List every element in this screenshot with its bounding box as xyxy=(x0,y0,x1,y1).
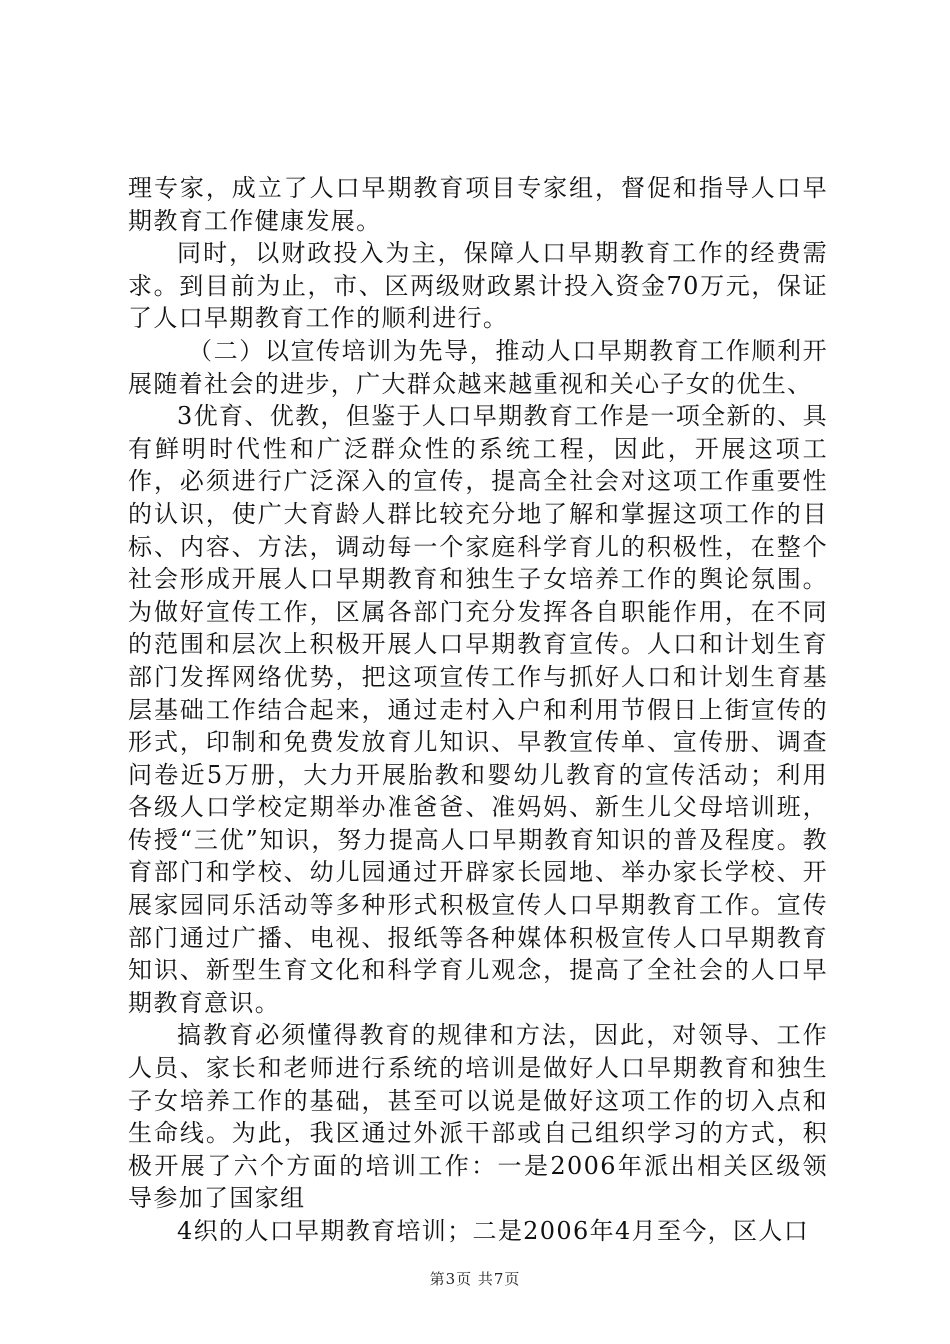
paragraph-6: 4织的人口早期教育培训；二是2006年4月至今，区人口 xyxy=(177,1217,810,1245)
page-number-footer: 第3页 共7页 xyxy=(429,1270,521,1288)
paragraph-5: 搞教育必须懂得教育的规律和方法，因此，对领导、工作人员、家长和老师进行系统的培训是做好人口早期教育和独生子女培养工作的基础，甚至可以说是做好这项工作的切入点和生命线。为此，我区通过外派干部或自己组织学习的方式，积极开展了六个方面的培训工作：一是2006年派出相关区级领导参加了国家组 xyxy=(128,1021,828,1213)
paragraph-3: （二）以宣传培训为先导，推动人口早期教育工作顺利开展随着社会的进步，广大群众越来越重视和关心子女的优生、 xyxy=(128,336,828,398)
paragraph-2: 同时，以财政投入为主，保障人口早期教育工作的经费需求。到目前为止，市、区两级财政累计投入资金70万元，保证了人口早期教育工作的顺利进行。 xyxy=(128,239,828,333)
document-body xyxy=(128,172,828,1248)
paragraph-4: 3优育、优教，但鉴于人口早期教育工作是一项全新的、具有鲜明时代性和广泛群众性的系统工程，因此，开展这项工作，必须进行广泛深入的宣传，提高全社会对这项工作重要性的认识，使广大育龄人群比较充分地了解和掌握这项工作的目标、内容、方法，调动每一个家庭科学育儿的积极性，在整个社会形成开展人口早期教育和独生子女培养工作的舆论氛围。为做好宣传工作，区属各部门充分发挥各自职能作用，在不同的范围和层次上积极开展人口早期教育宣传。人口和计划生育部门发挥网络优势，把这项宣传工作与抓好人口和计划生育基层基础工作结合起来，通过走村入户和利用节假日上街宣传的形式，印制和免费发放育儿知识、早教宣传单、宣传册、调查问卷近5万册，大力开展胎教和婴幼儿教育的宣传活动；利用各级人口学校定期举办准爸爸、准妈妈、新生儿父母培训班，传授“三优”知识，努力提高人口早期教育知识的普及程度。教育部门和学校、幼儿园通过开辟家长园地、举办家长学校、开展家园同乐活动等多种形式积极宣传人口早期教育工作。宣传部门通过广播、电视、报纸等各种媒体积极宣传人口早期教育知识、新型生育文化和科学育儿观念，提高了全社会的人口早期教育意识。 xyxy=(128,402,828,1017)
paragraph-1: 理专家，成立了人口早期教育项目专家组，督促和指导人口早期教育工作健康发展。 xyxy=(128,174,828,235)
